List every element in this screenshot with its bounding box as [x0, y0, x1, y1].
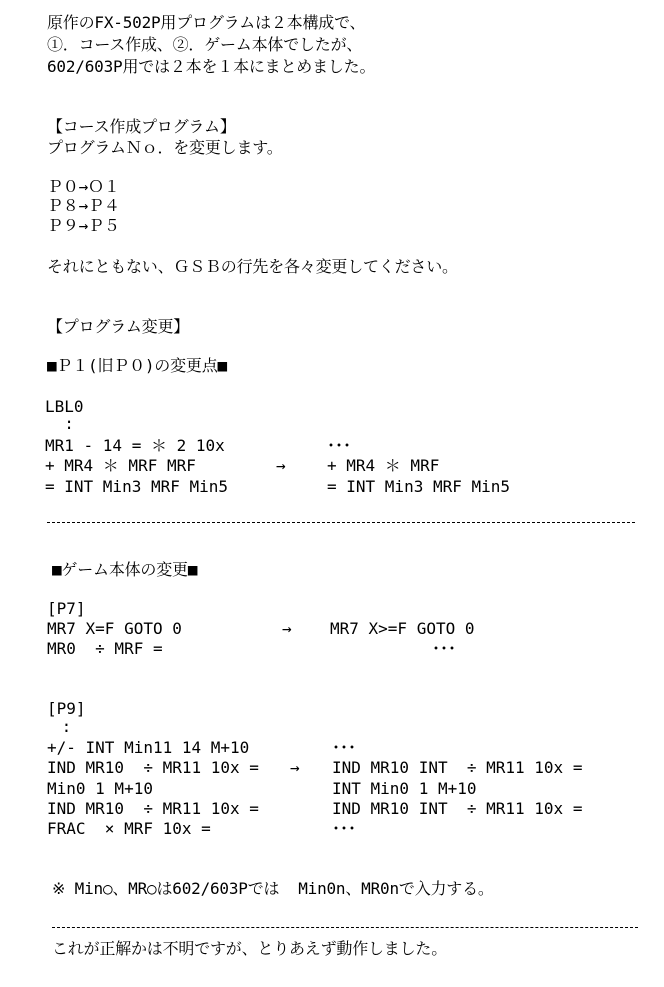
- p9-right-line-2: IND MR10 INT ÷ MR11 10x =: [332, 758, 583, 777]
- course-map-2: Ｐ８→Ｐ４: [47, 196, 120, 215]
- p7-arrow: →: [282, 619, 292, 638]
- p9-colon: :: [52, 717, 72, 736]
- p1-arrow: →: [276, 456, 286, 475]
- course-map-3: Ｐ９→Ｐ５: [47, 216, 120, 235]
- p9-right-line-3: INT Min0 1 M+10: [332, 779, 477, 798]
- p9-arrow: →: [290, 758, 300, 777]
- p1-left-line-3: MR1 - 14 = ＊ 2 10x: [45, 436, 225, 455]
- p1-title: ■Ｐ１(旧Ｐ０)の変更点■: [47, 356, 227, 375]
- footer-note: ※ Min○、MR○は602/603Pでは Min0n、MR0nで入力する。: [52, 879, 494, 898]
- course-note: それにともない、ＧＳＢの行先を各々変更してください。: [47, 257, 458, 276]
- p9-right-line-4: IND MR10 INT ÷ MR11 10x =: [332, 799, 583, 818]
- p1-right-line-1: ･･･: [327, 436, 352, 455]
- intro-line-1: 原作のFX-502P用プログラムは２本構成で、: [47, 13, 366, 32]
- p9-left-line-2: IND MR10 ÷ MR11 10x =: [47, 758, 259, 777]
- p9-right-line-5: ･･･: [332, 819, 357, 838]
- p7-right-line-1: MR7 X>=F GOTO 0: [330, 619, 475, 638]
- p1-right-line-2: + MR4 ＊ MRF: [327, 456, 440, 475]
- intro-line-3: 602/603P用では２本を１本にまとめました。: [47, 57, 376, 76]
- course-desc: プログラムＮｏ．を変更します。: [47, 138, 283, 157]
- p1-right-line-3: = INT Min3 MRF Min5: [327, 477, 511, 496]
- course-heading: 【コース作成プログラム】: [47, 117, 236, 136]
- footer-closing: これが正解かは不明ですが、とりあえず動作しました。: [52, 939, 448, 958]
- p1-left-line-2: :: [45, 414, 74, 433]
- p9-right-line-1: ･･･: [332, 738, 357, 757]
- separator-2: [52, 927, 638, 928]
- game-heading: ■ゲーム本体の変更■: [52, 560, 198, 579]
- p7-right-line-2: ･･･: [432, 639, 457, 658]
- p1-left-line-1: LBL0: [45, 397, 84, 416]
- p7-left-line-2: MR0 ÷ MRF =: [47, 639, 163, 658]
- separator-1: [47, 522, 635, 523]
- p1-left-line-4: + MR4 ＊ MRF MRF: [45, 456, 196, 475]
- p9-left-line-5: FRAC × MRF 10x =: [47, 819, 211, 838]
- p7-label: [P7]: [47, 599, 86, 618]
- p7-left-line-1: MR7 X=F GOTO 0: [47, 619, 182, 638]
- p1-left-line-5: = INT Min3 MRF Min5: [45, 477, 229, 496]
- intro-line-2: ①．コース作成、②．ゲーム本体でしたが、: [47, 35, 363, 54]
- p9-label: [P9]: [47, 699, 86, 718]
- p9-left-line-4: IND MR10 ÷ MR11 10x =: [47, 799, 259, 818]
- course-map-1: Ｐ０→Ｏ１: [47, 177, 120, 196]
- program-change-heading: 【プログラム変更】: [47, 317, 190, 336]
- p9-left-line-3: Min0 1 M+10: [47, 779, 153, 798]
- p9-left-line-1: +/- INT Min11 14 M+10: [47, 738, 250, 757]
